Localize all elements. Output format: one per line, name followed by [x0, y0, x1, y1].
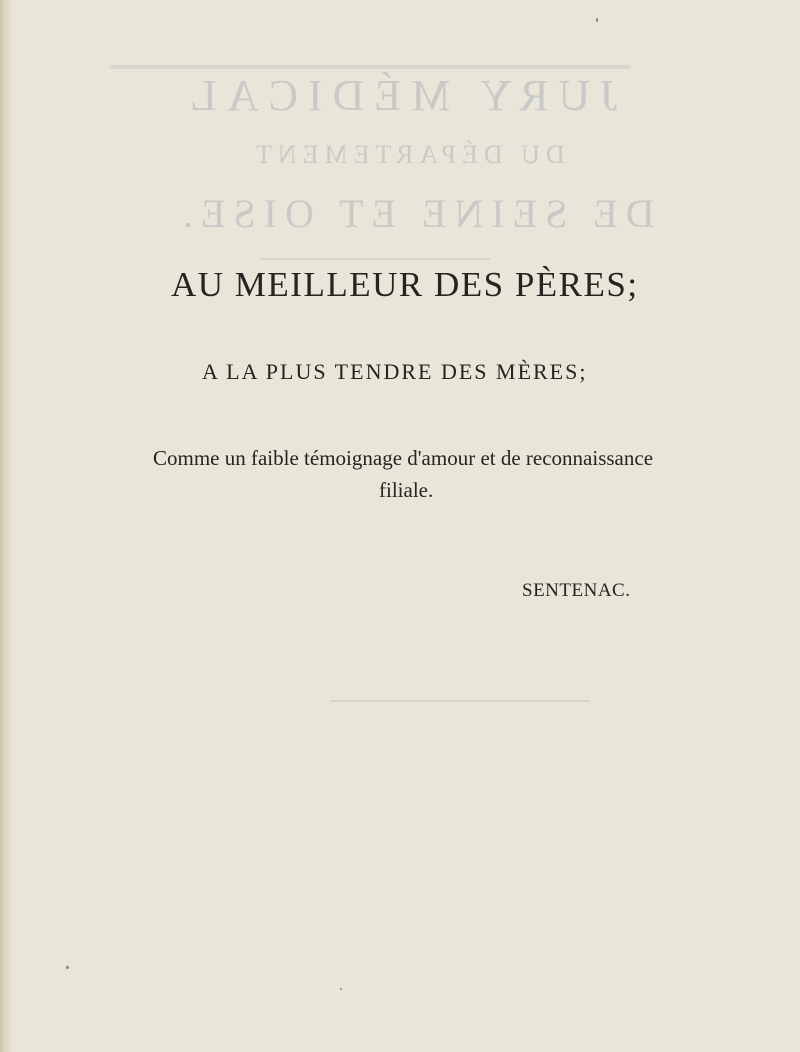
- dedication-mother: A LA PLUS TENDRE DES MÈRES;: [202, 359, 588, 384]
- paper-speck: [596, 18, 598, 22]
- paper-speck: [66, 966, 69, 969]
- show-through-rule: [260, 258, 490, 260]
- show-through-rule: [110, 65, 630, 69]
- author-signature: SENTENAC.: [522, 580, 631, 601]
- show-through-text: DU DÉPARTEMENT: [250, 140, 565, 169]
- dedication-father: AU MEILLEUR DES PÈRES;: [171, 265, 639, 304]
- show-through-rule: [330, 700, 590, 702]
- paper-speck: [340, 988, 342, 990]
- dedication-phrase-line-2: filiale.: [379, 478, 434, 502]
- page-binding-edge: [0, 0, 12, 1052]
- show-through-text: DE SEINE ET OISE.: [175, 191, 655, 236]
- show-through-text: JURY MÉDICAL: [180, 71, 618, 120]
- dedication-phrase-line-1: Comme un faible témoignage d'amour et de reconnaissance: [153, 446, 654, 470]
